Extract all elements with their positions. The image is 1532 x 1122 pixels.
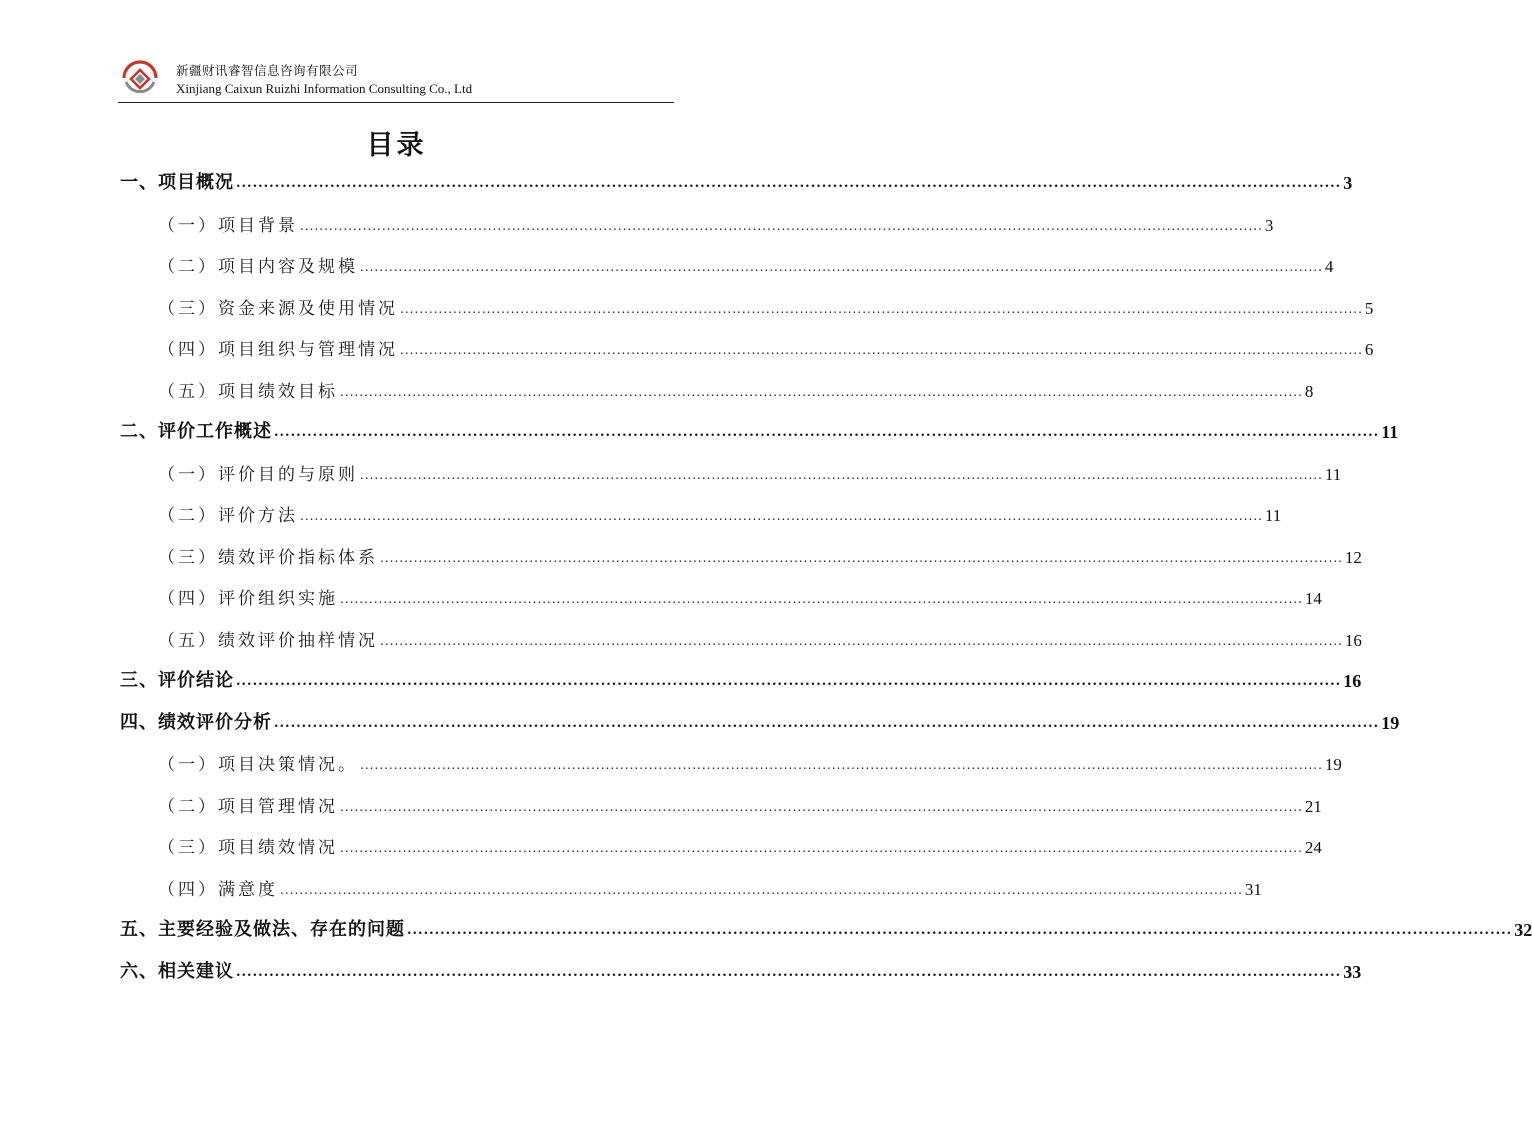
- toc-entry-page-number: 19: [1324, 755, 1342, 774]
- toc-entry-label: 一、项目概况: [120, 172, 234, 193]
- toc-leader-dots: ........................................................................................................................................................................................................: [360, 467, 1323, 482]
- toc-entry-label: （二）评价方法: [158, 506, 298, 526]
- toc-entry-page-number: 11: [1381, 422, 1399, 442]
- toc-entry-page-number: 24: [1304, 838, 1322, 857]
- toc-section-entry[interactable]: [120, 208, 1274, 236]
- toc-leader-dots: ........................................................................................................................................................................................................: [407, 923, 1513, 938]
- toc-entry-page-number: 6: [1364, 340, 1374, 359]
- toc-entry-page-number: 31: [1244, 879, 1262, 899]
- toc-entry-page-number: 21: [1304, 796, 1322, 816]
- toc-chapter-entry[interactable]: [120, 913, 1532, 941]
- toc-leader-dots: ........................................................................................................................................................................................................: [300, 218, 1263, 233]
- toc-entry-label: （五）绩效评价抽样情况: [158, 630, 378, 651]
- toc-entry-page-number: 16: [1344, 630, 1362, 650]
- toc-entry-label: （三）项目绩效情况: [158, 838, 338, 858]
- toc-entry-page-number: 4: [1324, 257, 1334, 276]
- toc-leader-dots: ........................................................................................................................................................................................................: [280, 882, 1243, 897]
- toc-entry-label: 二、评价工作概述: [120, 421, 272, 442]
- toc-leader-dots: ........................................................................................................................................................................................................: [274, 425, 1380, 440]
- company-logo-icon: [120, 58, 160, 96]
- toc-entry-page-number: 14: [1304, 589, 1322, 608]
- toc-entry-label: （三）资金来源及使用情况: [158, 298, 398, 319]
- toc-entry-page-number: 11: [1324, 464, 1342, 484]
- toc-section-entry[interactable]: [120, 540, 1362, 568]
- toc-section-entry[interactable]: [120, 830, 1322, 858]
- toc-leader-dots: ........................................................................................................................................................................................................: [340, 841, 1303, 855]
- toc-entry-label: 六、相关建议: [120, 960, 234, 982]
- toc-leader-dots: ........................................................................................................................................................................................................: [236, 674, 1342, 689]
- toc-section-entry[interactable]: [120, 747, 1342, 775]
- toc-leader-dots: ........................................................................................................................................................................................................: [340, 592, 1303, 606]
- toc-entry-label: （四）满意度: [158, 879, 278, 900]
- toc-leader-dots: ........................................................................................................................................................................................................: [400, 301, 1363, 316]
- toc-entry-label: 五、主要经验及做法、存在的问题: [120, 919, 405, 940]
- toc-entry-label: （四）项目组织与管理情况: [158, 340, 398, 360]
- toc-section-entry[interactable]: [120, 374, 1314, 402]
- toc-entry-page-number: 11: [1264, 506, 1282, 525]
- page-header: [118, 52, 674, 103]
- toc-title: 目录: [366, 130, 427, 161]
- toc-section-entry[interactable]: [120, 498, 1282, 526]
- toc-entry-label: （三）绩效评价指标体系: [158, 547, 378, 568]
- toc-entry-label: （一）项目决策情况。: [158, 755, 358, 775]
- toc-entry-page-number: 3: [1343, 173, 1353, 193]
- toc-leader-dots: ........................................................................................................................................................................................................: [380, 550, 1343, 565]
- toc-entry-page-number: 19: [1381, 712, 1400, 733]
- toc-section-entry[interactable]: [120, 872, 1262, 900]
- toc-leader-dots: ........................................................................................................................................................................................................: [340, 799, 1303, 814]
- toc-section-entry[interactable]: [120, 581, 1322, 609]
- toc-entry-label: 三、评价结论: [120, 670, 234, 691]
- toc-entry-label: （二）项目管理情况: [158, 796, 338, 817]
- toc-leader-dots: ........................................................................................................................................................................................................: [300, 509, 1263, 523]
- toc-leader-dots: ........................................................................................................................................................................................................: [236, 176, 1342, 191]
- toc-leader-dots: ........................................................................................................................................................................................................: [236, 964, 1342, 980]
- toc-section-entry[interactable]: [120, 332, 1374, 360]
- toc-entry-page-number: 16: [1343, 671, 1362, 691]
- toc-entry-page-number: 33: [1343, 961, 1362, 982]
- toc-entry-label: （四）评价组织实施: [158, 589, 338, 609]
- toc-chapter-entry[interactable]: [120, 664, 1362, 692]
- toc-entry-page-number: 32: [1514, 920, 1532, 940]
- toc-entry-page-number: 8: [1304, 381, 1314, 401]
- toc-entry-label: （一）项目背景: [158, 215, 298, 236]
- toc-section-entry[interactable]: [120, 789, 1322, 817]
- toc-entry-label: （五）项目绩效目标: [158, 381, 338, 402]
- toc-leader-dots: ........................................................................................................................................................................................................: [400, 343, 1363, 357]
- toc-entry-label: （一）评价目的与原则: [158, 464, 358, 485]
- company-name-chinese: 新疆财讯睿智信息咨询有限公司: [176, 63, 359, 78]
- toc-section-entry[interactable]: [120, 623, 1362, 651]
- toc-leader-dots: ........................................................................................................................................................................................................: [360, 758, 1323, 772]
- toc-chapter-entry[interactable]: [120, 415, 1399, 443]
- toc-leader-dots: ........................................................................................................................................................................................................: [274, 715, 1380, 731]
- toc-entry-label: （二）项目内容及规模: [158, 257, 358, 277]
- toc-section-entry[interactable]: [120, 291, 1374, 319]
- toc-leader-dots: ........................................................................................................................................................................................................: [380, 633, 1343, 648]
- toc-entry-page-number: 3: [1264, 215, 1274, 235]
- toc-entry-label: 四、绩效评价分析: [120, 711, 272, 733]
- toc-entry-page-number: 12: [1344, 547, 1362, 567]
- toc-section-entry[interactable]: [120, 457, 1342, 485]
- toc-chapter-entry[interactable]: [120, 166, 1353, 194]
- toc-leader-dots: ........................................................................................................................................................................................................: [340, 384, 1303, 399]
- toc-entry-page-number: 5: [1364, 298, 1374, 318]
- toc-chapter-entry[interactable]: [120, 706, 1400, 734]
- toc-section-entry[interactable]: [120, 249, 1334, 277]
- toc-chapter-entry[interactable]: [120, 955, 1362, 983]
- toc-leader-dots: ........................................................................................................................................................................................................: [360, 260, 1323, 274]
- company-name-english: Xinjiang Caixun Ruizhi Information Consulting Co., Ltd: [176, 81, 473, 96]
